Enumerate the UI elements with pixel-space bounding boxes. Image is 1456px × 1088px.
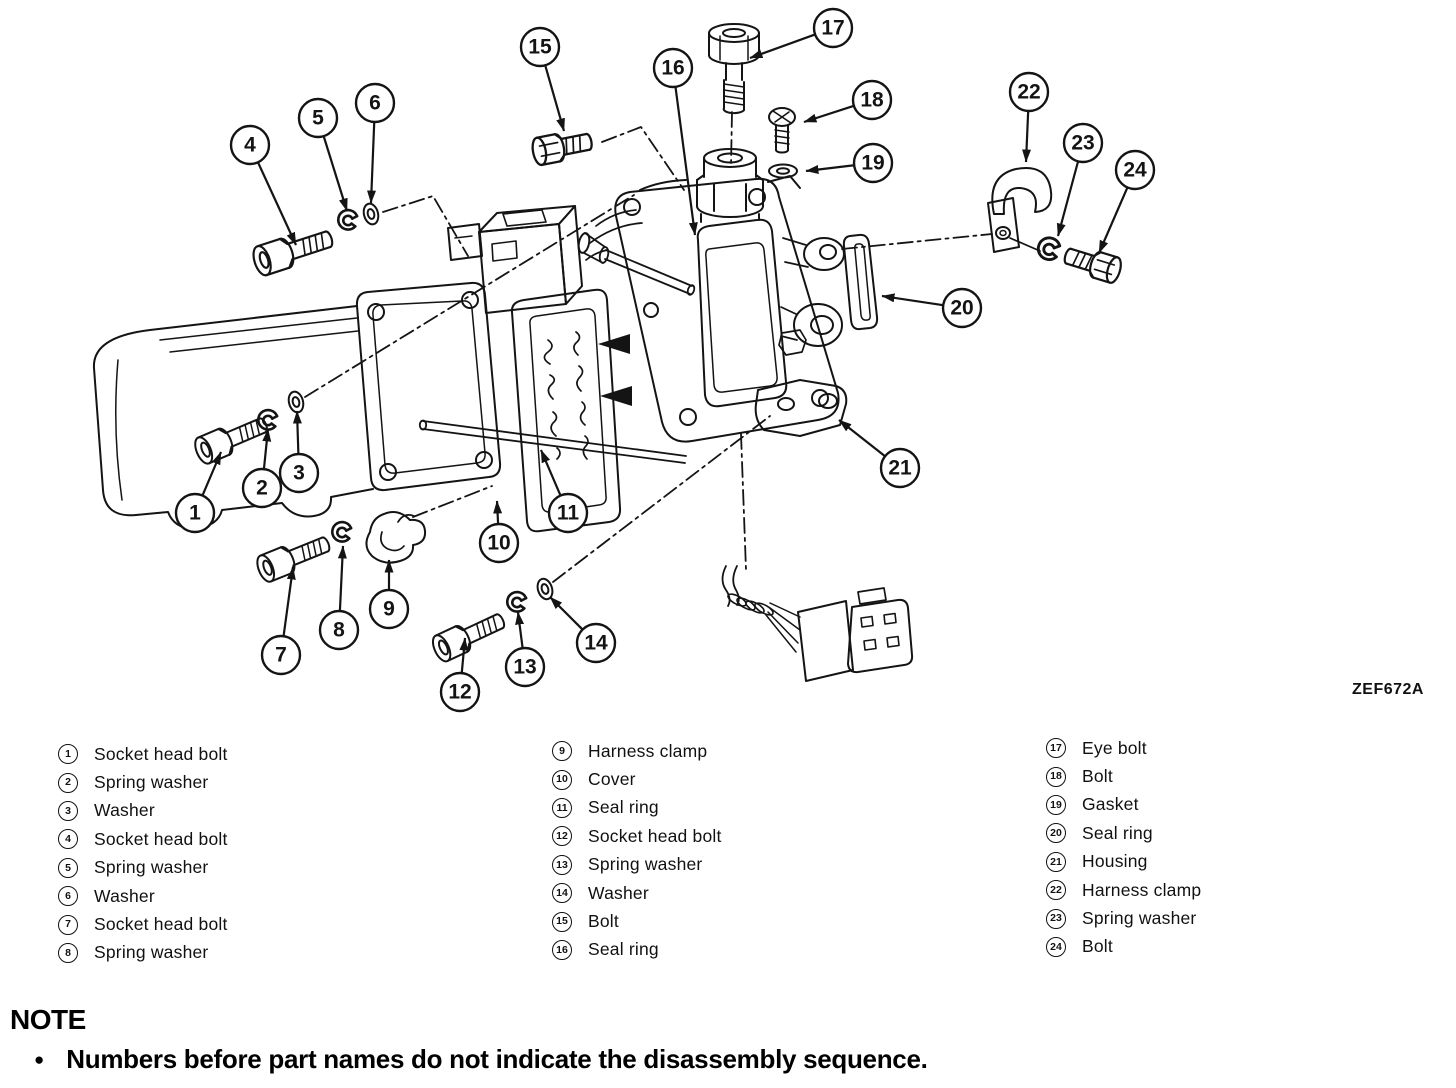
callout-23	[1058, 124, 1102, 236]
legend-item	[552, 851, 722, 879]
legend-item	[58, 740, 228, 768]
legend-item-number: 13	[552, 855, 572, 875]
callout-16	[654, 49, 695, 235]
part-bolt-24	[1062, 243, 1124, 285]
legend-item-number: 23	[1046, 909, 1066, 929]
callout-10	[480, 501, 518, 562]
part-spring-washer-2	[256, 408, 279, 431]
callout-leader-line	[839, 420, 885, 456]
part-eye-bolt	[709, 24, 759, 113]
legend-item-label: Washer	[94, 800, 155, 821]
callout-3	[280, 411, 318, 492]
callout-leader-line	[258, 162, 296, 245]
part-spring-washer-8	[330, 520, 353, 543]
legend-item	[552, 822, 722, 850]
legend-item-label: Housing	[1082, 851, 1148, 872]
legend-item	[58, 768, 228, 796]
callout-leader-line	[804, 106, 854, 122]
callout-leader-line	[541, 450, 561, 496]
legend-item-label: Socket head bolt	[94, 828, 228, 849]
callout-number: 17	[821, 16, 845, 40]
note-title: NOTE	[10, 1004, 86, 1035]
callout-leader-line	[324, 136, 347, 211]
legend-column-2	[552, 737, 722, 964]
legend-item-number: 4	[58, 829, 78, 849]
legend-item-label: Gasket	[1082, 794, 1139, 815]
callout-21	[839, 420, 919, 487]
legend-item	[552, 737, 722, 765]
callout-2	[243, 429, 281, 507]
bullet-icon: ●	[34, 1050, 45, 1069]
legend-item	[58, 939, 228, 967]
callout-leader-line	[462, 638, 465, 673]
part-housing	[586, 149, 846, 442]
part-bolt-15	[531, 128, 594, 166]
legend-item-number: 16	[552, 940, 572, 960]
part-gasket-19	[769, 165, 797, 178]
callout-number: 21	[888, 456, 912, 480]
legend-item-label: Harness clamp	[1082, 879, 1202, 900]
legend-item-number: 15	[552, 912, 572, 932]
legend-item	[1046, 933, 1201, 961]
legend-item-label: Seal ring	[588, 939, 659, 960]
callout-8	[320, 546, 358, 649]
callout-leader-line	[1099, 187, 1127, 253]
legend-item	[1046, 791, 1201, 819]
legend-item-label: Cover	[588, 769, 636, 790]
legend-column-1	[58, 740, 228, 967]
legend-item-label: Seal ring	[588, 797, 659, 818]
legend-item-number: 9	[552, 741, 572, 761]
note-section	[10, 1004, 1210, 1075]
callout-leader-line	[545, 65, 564, 131]
callout-number: 1	[189, 501, 201, 525]
legend-item	[552, 936, 722, 964]
legend-item-label: Washer	[94, 885, 155, 906]
callout-leader-line	[284, 567, 293, 636]
callout-number: 11	[556, 501, 580, 525]
callout-number: 19	[861, 151, 885, 175]
callout-number: 4	[244, 133, 256, 157]
callout-number: 12	[448, 680, 472, 704]
callout-number: 23	[1071, 131, 1095, 155]
callout-leader-line	[497, 501, 498, 524]
callout-number: 22	[1017, 80, 1041, 104]
callout-leader-line	[371, 122, 374, 203]
callout-leader-line	[297, 411, 298, 454]
legend-item-number: 3	[58, 801, 78, 821]
legend-item	[1046, 734, 1201, 762]
callout-number: 3	[293, 461, 305, 485]
callout-17	[750, 9, 852, 58]
legend-item-number: 20	[1046, 823, 1066, 843]
callout-19	[806, 144, 892, 182]
callout-number: 8	[333, 618, 345, 642]
part-harness-clamp-9	[366, 512, 425, 563]
callout-number: 16	[661, 56, 685, 80]
legend-item-label: Bolt	[588, 911, 619, 932]
legend-item-label: Spring washer	[94, 857, 209, 878]
legend-item-label: Socket head bolt	[588, 825, 722, 846]
legend-item	[58, 882, 228, 910]
callout-leader-line	[1058, 161, 1078, 236]
legend-item	[1046, 848, 1201, 876]
callout-7	[262, 567, 300, 674]
callout-9	[370, 560, 408, 628]
callout-number: 9	[383, 597, 395, 621]
legend-item	[1046, 762, 1201, 790]
part-washer-3	[287, 390, 306, 414]
callout-leader-line	[264, 429, 268, 469]
legend-item-number: 8	[58, 943, 78, 963]
legend-item	[1046, 876, 1201, 904]
legend-item-label: Spring washer	[94, 772, 209, 793]
legend-item-label: Washer	[588, 882, 649, 903]
callout-number: 20	[950, 296, 974, 320]
part-spring-washer-13	[505, 590, 528, 613]
legend-item	[1046, 819, 1201, 847]
callout-number: 18	[860, 88, 884, 112]
figure-code: ZEF672A	[1352, 681, 1424, 698]
callout-number: 14	[584, 631, 608, 655]
callout-18	[804, 81, 891, 122]
callout-1	[176, 452, 221, 532]
callout-11	[541, 450, 587, 532]
callout-number: 7	[275, 643, 287, 667]
legend-item	[552, 794, 722, 822]
part-bolt-18	[769, 108, 795, 153]
legend-item-label: Bolt	[1082, 936, 1113, 957]
legend-item	[552, 907, 722, 935]
part-spring-washer-23	[1037, 237, 1060, 261]
callout-leader-line	[1026, 111, 1028, 162]
part-socket-head-bolt-7	[254, 530, 334, 584]
callout-number: 5	[312, 106, 324, 130]
callout-number: 13	[513, 655, 537, 679]
part-socket-head-bolt-12	[429, 607, 508, 664]
callout-24	[1099, 151, 1154, 253]
callout-number: 24	[1123, 158, 1147, 182]
legend-item-number: 6	[58, 886, 78, 906]
callout-leader-line	[518, 612, 523, 648]
legend-item	[58, 854, 228, 882]
callout-15	[521, 28, 564, 131]
legend-column-3	[1046, 734, 1201, 961]
part-washer-6	[362, 202, 381, 226]
legend-item-number: 1	[58, 744, 78, 764]
legend-item-number: 5	[58, 858, 78, 878]
legend-item-label: Harness clamp	[588, 740, 708, 761]
callout-22	[1010, 73, 1048, 162]
callout-4	[231, 126, 296, 245]
legend-item-number: 2	[58, 773, 78, 793]
legend-item	[552, 879, 722, 907]
legend-item-label: Seal ring	[1082, 822, 1153, 843]
callout-leader-line	[340, 546, 343, 611]
legend-item-label: Spring washer	[588, 854, 703, 875]
legend-item-number: 14	[552, 883, 572, 903]
callout-number: 6	[369, 91, 381, 115]
legend-item	[552, 765, 722, 793]
legend-item-label: Spring washer	[94, 942, 209, 963]
legend-item-number: 12	[552, 826, 572, 846]
callout-leader-line	[550, 597, 583, 630]
legend-item	[58, 910, 228, 938]
assembly-axis-lines	[305, 112, 992, 582]
legend-item-number: 22	[1046, 880, 1066, 900]
legend-item-number: 11	[552, 798, 572, 818]
legend-item-number: 18	[1046, 767, 1066, 787]
legend-item-label: Socket head bolt	[94, 914, 228, 935]
legend-item	[1046, 904, 1201, 932]
callout-leader-line	[882, 296, 943, 305]
legend-item-number: 21	[1046, 852, 1066, 872]
legend-item-number: 10	[552, 770, 572, 790]
part-control-rods	[420, 250, 696, 463]
legend-item	[58, 797, 228, 825]
callouts-layer	[176, 9, 1154, 711]
callout-leader-line	[806, 165, 854, 171]
legend-item-number: 7	[58, 915, 78, 935]
callout-number: 15	[528, 35, 552, 59]
legend-item-label: Bolt	[1082, 766, 1113, 787]
callout-leader-line	[675, 87, 695, 235]
legend-item-number: 24	[1046, 937, 1066, 957]
note-item	[10, 1044, 1210, 1075]
legend-item-number: 19	[1046, 795, 1066, 815]
part-connector	[723, 566, 913, 681]
callout-number: 2	[256, 476, 268, 500]
legend-item-number: 17	[1046, 738, 1066, 758]
legend-item-label: Spring washer	[1082, 908, 1197, 929]
callout-13	[506, 612, 544, 686]
part-socket-head-bolt-4	[250, 224, 336, 278]
callout-6	[356, 84, 394, 203]
part-spring-washer-5	[336, 208, 359, 231]
callout-14	[550, 597, 615, 662]
legend-item	[58, 825, 228, 853]
callout-number: 10	[487, 531, 511, 555]
legend-item-label: Socket head bolt	[94, 743, 228, 764]
callout-20	[882, 289, 981, 327]
note-text: Numbers before part names do not indicate the disassembly sequence.	[66, 1044, 928, 1074]
callout-5	[299, 99, 347, 211]
legend-item-label: Eye bolt	[1082, 737, 1147, 758]
